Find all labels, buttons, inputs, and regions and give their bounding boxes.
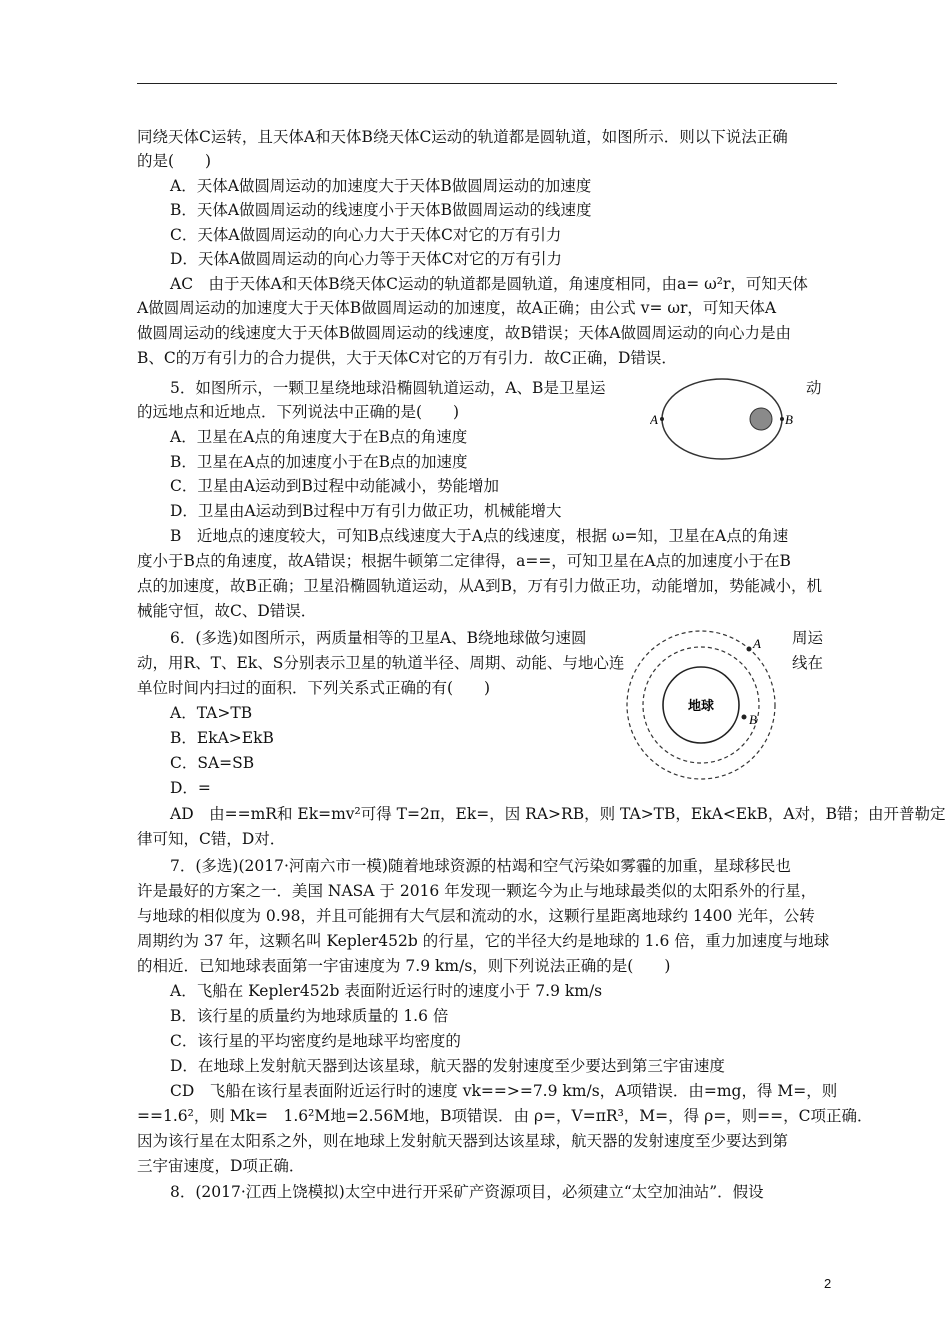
option-line: B．该行星的质量约为地球质量的 1.6 倍	[170, 1007, 449, 1025]
option-line: D．在地球上发射航天器到达该星球，航天器的发射速度至少要达到第三宇宙速度	[170, 1057, 725, 1075]
option-line: D．天体A做圆周运动的向心力等于天体C对它的万有引力	[170, 250, 562, 268]
text-line: 动	[806, 379, 822, 397]
text-line: 律可知，C错，D对．	[137, 830, 286, 848]
satellite-a	[747, 647, 752, 652]
page-number: 2	[824, 1276, 832, 1291]
option-line: A．卫星在A点的角速度大于在B点的角速度	[170, 428, 468, 446]
option-line: A．TA>TB	[170, 704, 253, 722]
question-line: 6．(多选)如图所示，两质量相等的卫星A、B绕地球做匀速圆	[170, 629, 587, 647]
option-line: A．飞船在 Kepler452b 表面附近运行时的速度小于 7.9 km/s	[170, 982, 603, 1000]
text-line: 许是最好的方案之一．美国 NASA 于 2016 年发现一颗迄今为止与地球最类似的太阳系外的行星，	[137, 882, 817, 900]
option-line: C．该行星的平均密度约是地球平均密度的	[170, 1032, 461, 1050]
option-line: B．天体A做圆周运动的线速度小于天体B做圆周运动的线速度	[170, 201, 592, 219]
circular-orbits-figure	[620, 620, 790, 790]
text-line: 三宇宙速度，D项正确．	[137, 1157, 305, 1175]
text-line: 因为该行星在太阳系之外，则在地球上发射航天器到达该星球，航天器的发射速度至少要达到第	[137, 1132, 789, 1150]
text-line: 同绕天体C运转，且天体A和天体B绕天体C运动的轨道都是圆轨道，如图所示．则以下说法正确	[137, 128, 788, 146]
answer-line: CD 飞船在该行星表面附近运行时的速度 vk==>=7.9 km/s，A项错误．由=mg，得 M=，则	[170, 1082, 838, 1100]
text-line: ==1.6²，则 Mk= 1.6²M地=2.56M地，B项错误．由 ρ=，V=πR³，M=，得 ρ=，则==，C项正确．	[137, 1107, 873, 1125]
text-line: 械能守恒，故C、D错误．	[137, 602, 317, 620]
option-line: B．EkA>EkB	[170, 729, 274, 747]
option-line: D．=	[170, 779, 211, 797]
label-a: A	[650, 412, 658, 427]
earth-planet	[750, 408, 772, 430]
text-line: 的远地点和近地点．下列说法中正确的是( )	[137, 403, 460, 421]
text-line: 周期约为 37 年，这颗名叫 Kepler452b 的行星，它的半径大约是地球的 1.6 倍，重力加速度与地球	[137, 932, 830, 950]
answer-line: B 近地点的速度较大，可知B点线速度大于A点的线速度，根据 ω=知，卫星在A点的角速	[170, 527, 789, 545]
option-line: C．SA=SB	[170, 754, 255, 772]
question-line: 7．(多选)(2017·河南六市一模)随着地球资源的枯竭和空气污染如雾霾的加重，星球移民也	[170, 857, 791, 875]
earth-label: 地球	[687, 698, 715, 713]
ellipse-orbit-figure	[650, 372, 800, 470]
text-line: B、C的万有引力的合力提供，大于天体C对它的万有引力．故C正确，D错误．	[137, 349, 677, 367]
point-a-dot	[660, 417, 664, 421]
text-line: 度小于B点的角速度，故A错误；根据牛顿第二定律得，a==，可知卫星在A点的加速度小于在B	[137, 552, 791, 570]
text-line: 线在	[792, 654, 824, 672]
option-line: C．卫星由A运动到B过程中动能减小，势能增加	[170, 477, 499, 495]
text-line: 的是( )	[137, 152, 212, 170]
satellite-b	[742, 715, 747, 720]
label-b: B	[785, 412, 793, 427]
option-line: A．天体A做圆周运动的加速度大于天体B做圆周运动的加速度	[170, 177, 592, 195]
text-line: 单位时间内扫过的面积．下列关系式正确的有( )	[137, 679, 491, 697]
option-line: C．天体A做圆周运动的向心力大于天体C对它的万有引力	[170, 226, 562, 244]
label-b: B	[749, 712, 757, 727]
question-line: 8．(2017·江西上饶模拟)太空中进行开采矿产资源项目，必须建立“太空加油站”．假设	[170, 1183, 764, 1201]
label-a: A	[753, 636, 761, 651]
question-line: 5．如图所示，一颗卫星绕地球沿椭圆轨道运动，A、B是卫星运	[170, 379, 606, 397]
text-line: A做圆周运动的加速度大于天体B做圆周运动的加速度，故A正确；由公式 v= ωr，可知天体A	[137, 299, 777, 317]
text-line: 做圆周运动的线速度大于天体B做圆周运动的线速度，故B错误；天体A做圆周运动的向心力是由	[137, 324, 791, 342]
answer-line: AC 由于天体A和天体B绕天体C运动的轨道都是圆轨道，角速度相同，由a= ω²r，可知天体	[170, 275, 808, 293]
text-line: 动，用R、T、Ek、S分别表示卫星的轨道半径、周期、动能、与地心连	[137, 654, 625, 672]
answer-line: AD 由==mR和 Ek=mv²可得 T=2π，Ek=，因 RA>RB，则 TA>TB，EkA<EkB，A对，B错；由开普勒定	[170, 805, 946, 823]
option-line: D．卫星由A运动到B过程中万有引力做正功，机械能增大	[170, 502, 562, 520]
text-line: 的相近．已知地球表面第一宇宙速度为 7.9 km/s，则下列说法正确的是( )	[137, 957, 671, 975]
point-b-dot	[780, 417, 784, 421]
text-line: 与地球的相似度为 0.98，并且可能拥有大气层和流动的水，这颗行星距离地球约 1400 光年，公转	[137, 907, 815, 925]
header-rule	[137, 83, 837, 84]
option-line: B．卫星在A点的加速度小于在B点的加速度	[170, 453, 468, 471]
text-line: 周运	[792, 629, 824, 647]
text-line: 点的加速度，故B正确；卫星沿椭圆轨道运动，从A到B，万有引力做正功，动能增加，势能减小，机	[137, 577, 822, 595]
